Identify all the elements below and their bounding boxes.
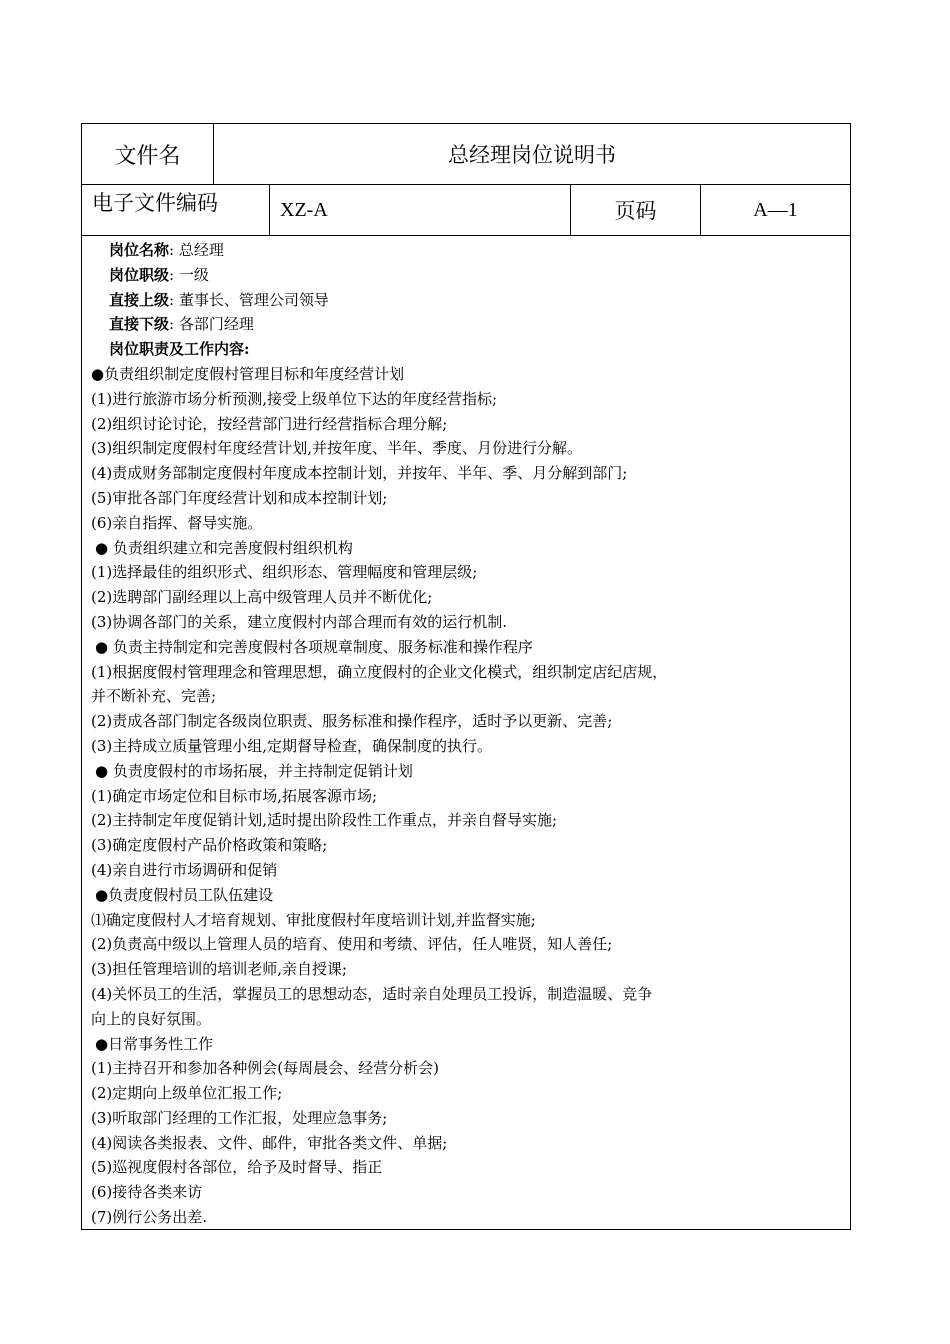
duty-item: 并不断补充、完善; (91, 687, 217, 706)
duty-item: (3)担任管理培训的培训老师,亲自授课; (91, 960, 348, 979)
info-label: 岗位职级 (109, 265, 170, 284)
info-value: : 一级 (169, 265, 209, 284)
info-position-name (91, 238, 843, 263)
duty-item: (3)听取部门经理的工作汇报，处理应急事务; (91, 1108, 388, 1127)
section-heading: ●负责度假村员工队伍建设 (95, 885, 274, 904)
electronic-code-value: XZ-A (270, 185, 571, 235)
duty-item: (7)例行公务出差. (91, 1208, 208, 1227)
info-label: 岗位名称 (109, 241, 170, 259)
duty-item: (5)审批各部门年度经营计划和成本控制计划; (91, 488, 388, 507)
duty-item: (4)关怀员工的生活，掌握员工的思想动态，适时亲自处理员工投诉，制造温暖、竞争 (91, 984, 653, 1003)
info-value: : 总经理 (169, 241, 224, 259)
document-title: 总经理岗位说明书 (448, 143, 616, 167)
duty-item: (5)巡视度假村各部位，给予及时督导、指正 (91, 1158, 383, 1177)
info-label: 岗位职责及工作内容: (109, 340, 250, 359)
duty-item: (2)定期向上级单位汇报工作; (91, 1084, 283, 1103)
duty-item: (2)主持制定年度促销计划,适时提出阶段性工作重点，并亲自督导实施; (91, 811, 558, 830)
page-number: A—1 (753, 198, 798, 221)
filename-label: 文件名 (82, 124, 214, 184)
section-heading: ● 负责度假村的市场拓展，并主持制定促销计划 (95, 761, 413, 780)
title-row (82, 124, 850, 185)
duty-item: (1)主持召开和参加各种例会(每周晨会、经营分析会) (91, 1059, 439, 1078)
duty-item: ⑴确定度假村人才培育规划、审批度假村年度培训计划,并监督实施; (91, 910, 536, 929)
code-row (82, 185, 850, 236)
duty-item: (1)进行旅游市场分析预测,接受上级单位下达的年度经营指标; (91, 389, 498, 408)
duty-item: (3)组织制定度假村年度经营计划,并按年度、半年、季度、月份进行分解。 (91, 439, 583, 458)
duty-item: (1)确定市场定位和目标市场,拓展客源市场; (91, 786, 378, 805)
duty-item: (4)阅读各类报表、文件、邮件，审批各类文件、单据; (91, 1133, 448, 1152)
info-value: : 董事长、管理公司领导 (169, 290, 329, 309)
duty-item: 向上的良好氛围。 (91, 1009, 212, 1028)
duty-item: (4)责成财务部制定度假村年度成本控制计划，并按年、半年、季、月分解到部门; (91, 464, 628, 483)
duty-item: (2)责成各部门制定各级岗位职责、服务标准和操作程序，适时予以更新、完善; (91, 712, 613, 731)
section-heading: ● 负责组织建立和完善度假村组织机构 (95, 538, 353, 557)
duty-item: (2)选聘部门副经理以上高中级管理人员并不断优化; (91, 588, 433, 607)
section-heading: ●负责组织制定度假村管理目标和年度经营计划 (91, 364, 405, 383)
electronic-code-label: 电子文件编码 (82, 185, 270, 235)
info-duties-heading (91, 337, 843, 362)
duty-item: (1)选择最佳的组织形式、组织形态、管理幅度和管理层级; (91, 563, 478, 582)
info-value: : 各部门经理 (169, 315, 254, 334)
job-content (91, 238, 843, 1230)
duty-item: (3)确定度假村产品价格政策和策略; (91, 836, 328, 855)
duty-item: (1)根据度假村管理理念和管理思想，确立度假村的企业文化模式，组织制定店纪店规， (91, 662, 668, 681)
section-heading: ●日常事务性工作 (95, 1034, 214, 1053)
info-label: 直接下级 (109, 315, 170, 334)
duty-item: (3)协调各部门的关系，建立度假村内部合理而有效的运行机制. (91, 612, 508, 631)
info-label: 直接上级 (109, 290, 170, 309)
page-label: 页码 (571, 185, 701, 235)
info-position-level (91, 263, 843, 288)
job-description-table (81, 123, 851, 1230)
duty-item: (2)组织讨论讨论，按经营部门进行经营指标合理分解; (91, 414, 448, 433)
duty-item: (4)亲自进行市场调研和促销 (91, 860, 278, 879)
duty-item: (6)亲自指挥、督导实施。 (91, 513, 263, 532)
duty-item: (3)主持成立质量管理小组,定期督导检查，确保制度的执行。 (91, 736, 493, 755)
duty-item: (6)接待各类来访 (91, 1183, 203, 1202)
info-direct-subordinate (91, 312, 843, 337)
info-direct-superior (91, 288, 843, 313)
section-heading: ● 负责主持制定和完善度假村各项规章制度、服务标准和操作程序 (95, 637, 533, 656)
duty-item: (2)负责高中级以上管理人员的培育、使用和考绩、评估，任人唯贤，知人善任; (91, 935, 613, 954)
